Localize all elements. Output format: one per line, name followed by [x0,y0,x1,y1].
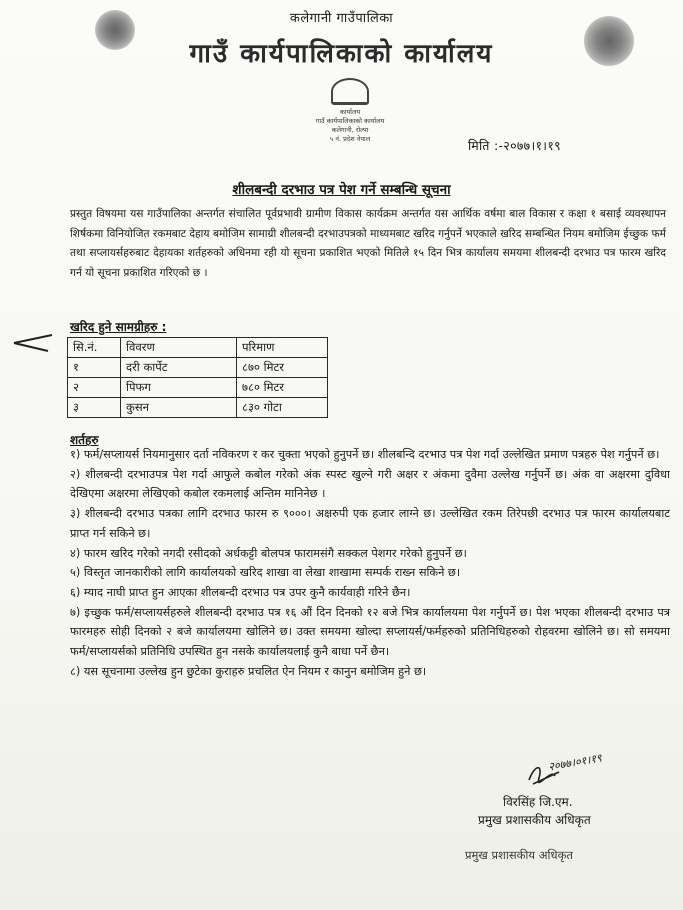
table-header-cell: परिमाण [237,338,328,358]
table-header-cell: विवरण [121,338,237,358]
table-cell: ३ [68,398,121,418]
municipality-name: कलेगानी गाउँपालिका [289,11,394,26]
terms-list [70,445,670,681]
table-row [68,358,328,378]
terms-title: शर्तहरु [70,433,99,447]
emblem-line: गाउँ कार्यपालिकाको कार्यालय [315,117,385,125]
emblem-line: ५ नं. प्रदेश नेपाल [329,135,371,143]
intro-paragraph: प्रस्तुत विषयमा यस गाउँपालिका अन्तर्गत संचालित पूर्वप्रभावी ग्रामीण विकास कार्यक्रम अन्तर्गत यस आर्थिक वर्षमा बाल विकास र कक्षा १ बसाई व्यवस्थापन शिर्षकमा विनियोजित रकमबाट देहाय बमोजिम सामाग्री शीलबन्दी दरभाउपत्रको माध्यमबाट खरिद गर्नुपर्ने भएकाले खरिद सम्बन्धित नियम बमोजिम ईच्छुक फर्म तथा सप्लायर्सहरुबाट देहायका शर्तहरुको अधिनमा रही यो सूचना प्रकाशित भएको मितिले १५ दिन भित्र कार्यालय समयमा शीलबन्दी दरभाउ पत्र फारम खरिद गर्न यो सूचना प्रकाशित गरिएको छ । [70,208,666,279]
items-title: खरिद हुने सामग्रीहरु : [70,320,167,334]
table-cell: २ [68,378,121,398]
term-item: ६) म्याद नाघी प्राप्त हुन आएका शीलबन्दी दरभाउ पत्र उपर कुनै कार्यवाही गरिने छैन। [70,585,411,599]
signature-date: २०७७।०१।१९ [547,751,603,774]
table-header-row [68,338,328,358]
emblem-line: कलेगानी, रोल्पा [331,126,369,134]
table-cell: दरी कार्पेट [121,358,237,378]
emblem-line: कार्यालय [339,108,361,116]
table-header-cell: सि.नं. [68,338,121,358]
table-cell: पिफग [121,378,237,398]
term-item: ७) इच्छुक फर्म/सप्लायर्सहरुले शीलबन्दी दरभाउ पत्र १६ औं दिन दिनको १२ बजे भित्र कार्यालयमा पेश गर्नुपर्ने छ। पेश भएका शीलबन्दी दरभाउ पत्र फारमहरु सोही दिनको २ बजे कार्यालयमा खोलिने छ। उक्त समयमा खोल्दा सप्लायर्स/फर्महरुको प्रतिनिधिहरुको रोहवरमा खोलिने छ। सो समयमा फर्म/सप्लायर्सको प्रतिनिधि उपस्थित हुन नसके कार्यालयलाई कुनै बाधा पर्ने छैन। [70,605,670,659]
office-emblem [295,78,405,166]
items-table [67,337,328,418]
office-title: गाउँ कार्यपालिकाको कार्यालय [189,39,494,69]
term-item: १) फर्म/सप्लायर्स नियमानुसार दर्ता नविकरण र कर चुक्ता भएको हुनुपर्ने छ। शीलबन्दि दरभाउ पत्र पेश गर्दा उल्लेखित प्रमाण पत्रहरु पेश गर्नुपर्ने छ। [70,448,660,461]
term-item: ३) शीलबन्दी दरभाउ पत्रका लागि दरभाउ फारम रु ९०००। अक्षरुपी एक हजार लाग्ने छ। उल्लेखित रकम तिरेपछी दरभाउ पत्र फारम कार्यालयबाट प्राप्त गर्न सकिने छ। [70,507,670,540]
signer-title: प्रमुख प्रशासकीय अधिकृत [478,813,591,827]
reference-date: मिति :-२०७७।१।१९ [468,138,561,153]
margin-arrow-mark [12,325,62,355]
table-cell: ७८० मिटर [237,378,328,398]
table-cell: १ [68,358,121,378]
emblem-icon [331,78,369,105]
notice-subject [0,180,683,198]
term-item: ५) विस्तृत जानकारीको लागि कार्यालयको खरिद शाखा वा लेखा शाखामा सम्पर्क राख्न सकिने छ। [70,566,461,580]
table-row [68,398,328,418]
term-item: ८) यस सूचनामा उल्लेख हुन छुटेका कुराहरु प्रचलित ऐन नियम र कानुन बमोजिम हुने छ। [70,664,427,678]
table-cell: कुसन [121,398,237,418]
table-cell: ८३० गोटा [237,398,328,418]
table-row [68,378,328,398]
term-item: ४) फारम खरिद गरेको नगदी रसीदको अर्धकट्टी बोलपत्र फारामसंगै सक्कल पेशगर गरेको हुनुपर्ने छ। [70,546,467,560]
term-item: २) शीलबन्दी दरभाउपत्र पेश गर्दा आफुले कबोल गरेको अंक स्पस्ट खुल्ने गरी अक्षर र अंकमा दुवैमा उल्लेख गर्नुपर्ने छ। अंक वा अक्षरमा दुविधा देखिएमा अक्षरमा लेखिएको कबोल रकमलाई अन्तिम मानिनेछ । [70,467,670,501]
signer-name: विरसिंह जि.एम. [503,795,573,809]
official-stamp-text: प्रमुख प्रशासकीय अधिकृत [465,848,573,862]
subject-text: शीलबन्दी दरभाउ पत्र पेश गर्ने सम्बन्धि सूचना [232,182,451,198]
table-cell: ८७० मिटर [237,358,328,378]
